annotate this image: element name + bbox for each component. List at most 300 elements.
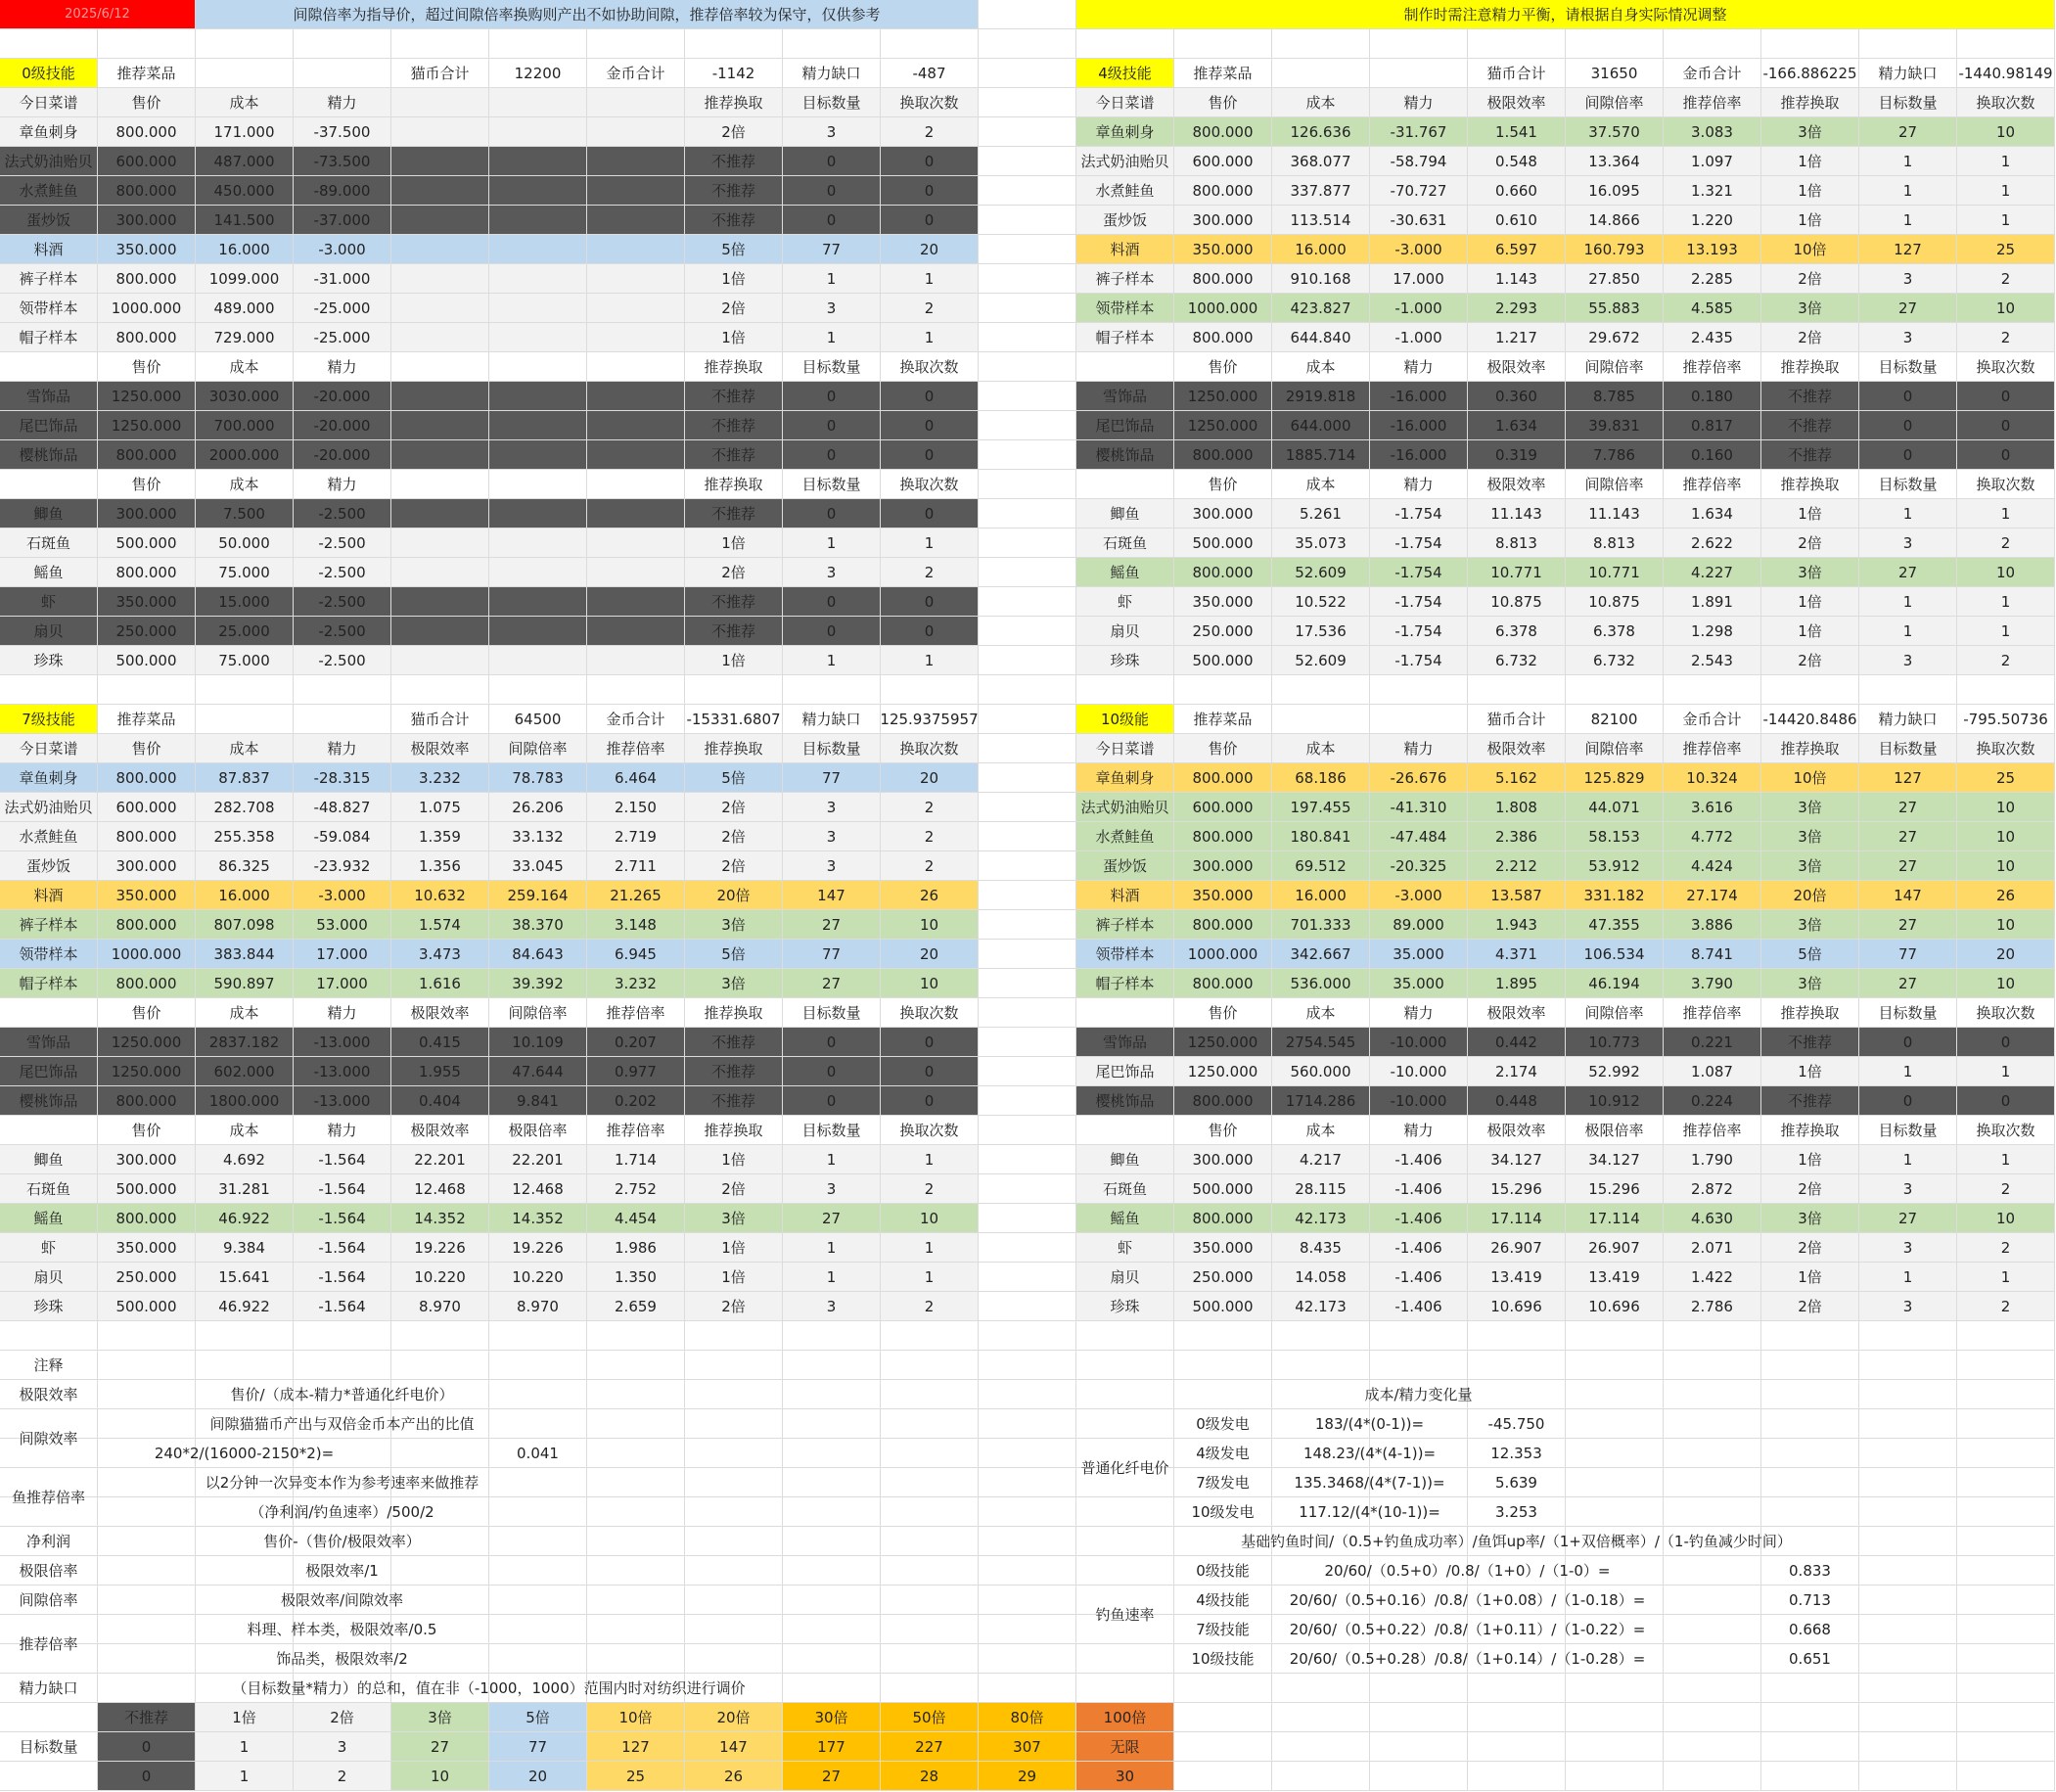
item-value[interactable]: 1.217	[1468, 323, 1566, 352]
energy-gap[interactable]: 125.9375957	[881, 705, 979, 734]
item-value[interactable]: 10.632	[391, 881, 489, 910]
grid-cell[interactable]	[196, 59, 294, 88]
item-value[interactable]: 2倍	[685, 1174, 783, 1204]
item-value[interactable]: 26	[881, 881, 979, 910]
notes-title[interactable]: 注释	[0, 1351, 98, 1380]
item-value[interactable]: -1.406	[1370, 1263, 1468, 1292]
column-header[interactable]: 推荐换取	[1761, 352, 1859, 382]
mult-count[interactable]: 2	[294, 1762, 391, 1791]
grid-cell[interactable]	[783, 1497, 881, 1527]
grid-cell[interactable]	[979, 1174, 1076, 1204]
grid-cell[interactable]	[1566, 1674, 1664, 1703]
item-value[interactable]: 2	[881, 1174, 979, 1204]
item-value[interactable]: 3倍	[1761, 558, 1859, 587]
grid-cell[interactable]	[783, 1439, 881, 1468]
column-header[interactable]	[1076, 1116, 1174, 1145]
grid-cell[interactable]	[1761, 1439, 1859, 1468]
power-name[interactable]: 4级发电	[1174, 1439, 1272, 1468]
item-value[interactable]: 0	[783, 617, 881, 646]
note-label[interactable]: 净利润	[0, 1527, 98, 1556]
item-value[interactable]: 1.634	[1664, 499, 1761, 528]
item-value[interactable]: 1714.286	[1272, 1086, 1370, 1116]
column-header[interactable]: 极限倍率	[489, 1116, 587, 1145]
item-value[interactable]: 68.186	[1272, 763, 1370, 793]
grid-cell[interactable]	[1272, 1732, 1370, 1762]
item-value[interactable]: 800.000	[98, 1204, 196, 1233]
grid-cell[interactable]	[685, 1556, 783, 1585]
item-value[interactable]: 1	[1957, 206, 2055, 235]
item-name[interactable]: 蛋炒饭	[1076, 851, 1174, 881]
cost-title[interactable]: 成本/精力变化量	[1174, 1380, 1664, 1409]
item-name[interactable]: 尾巴饰品	[0, 411, 98, 440]
item-value[interactable]: 10.773	[1566, 1028, 1664, 1057]
column-header[interactable]: 售价	[1174, 352, 1272, 382]
grid-cell[interactable]	[1370, 59, 1468, 88]
item-value[interactable]: 22.201	[489, 1145, 587, 1174]
item-value[interactable]: 4.424	[1664, 851, 1761, 881]
grid-cell[interactable]	[1664, 1439, 1761, 1468]
grid-cell[interactable]	[979, 528, 1076, 558]
item-name[interactable]: 料酒	[1076, 881, 1174, 910]
item-value[interactable]: 12.468	[391, 1174, 489, 1204]
item-name[interactable]: 领带样本	[0, 940, 98, 969]
column-header[interactable]: 成本	[1272, 1116, 1370, 1145]
item-value[interactable]: 1250.000	[1174, 1057, 1272, 1086]
item-value[interactable]: -3.000	[294, 235, 391, 264]
grid-cell[interactable]	[1761, 1409, 1859, 1439]
item-name[interactable]: 鲫鱼	[1076, 1145, 1174, 1174]
item-value[interactable]: 1250.000	[98, 1028, 196, 1057]
grid-cell[interactable]	[979, 1351, 1076, 1380]
item-value[interactable]: 800.000	[1174, 440, 1272, 470]
item-value[interactable]: 0.207	[587, 1028, 685, 1057]
item-value[interactable]: 2	[881, 822, 979, 851]
item-value[interactable]: 1	[881, 264, 979, 294]
item-value[interactable]: 1.634	[1468, 411, 1566, 440]
item-name[interactable]: 珍珠	[0, 1292, 98, 1321]
item-value[interactable]: 489.000	[196, 294, 294, 323]
item-value[interactable]: 0	[783, 440, 881, 470]
item-value[interactable]: 2倍	[685, 294, 783, 323]
item-value[interactable]: 17.114	[1566, 1204, 1664, 1233]
item-value[interactable]: 0.202	[587, 1086, 685, 1116]
item-name[interactable]: 裤子样本	[1076, 264, 1174, 294]
grid-cell[interactable]	[979, 763, 1076, 793]
item-value[interactable]	[489, 147, 587, 176]
item-value[interactable]: 0	[881, 147, 979, 176]
item-value[interactable]: 2.150	[587, 793, 685, 822]
grid-cell[interactable]	[1761, 1732, 1859, 1762]
column-header[interactable]: 今日菜谱	[1076, 88, 1174, 117]
item-value[interactable]: 1	[783, 646, 881, 675]
item-value[interactable]	[391, 440, 489, 470]
item-value[interactable]: 25	[1957, 763, 2055, 793]
item-value[interactable]: 15.296	[1566, 1174, 1664, 1204]
item-value[interactable]: 3	[783, 117, 881, 147]
item-value[interactable]: 3倍	[1761, 1204, 1859, 1233]
item-value[interactable]: 1	[1859, 499, 1957, 528]
item-value[interactable]: 1.356	[391, 851, 489, 881]
grid-cell[interactable]	[489, 29, 587, 59]
grid-cell[interactable]	[587, 1527, 685, 1556]
item-value[interactable]: 2754.545	[1272, 1028, 1370, 1057]
item-value[interactable]: 0.160	[1664, 440, 1761, 470]
item-value[interactable]: 4.630	[1664, 1204, 1761, 1233]
grid-cell[interactable]	[1174, 1321, 1272, 1351]
item-value[interactable]: 1倍	[1761, 147, 1859, 176]
mult-target[interactable]: 0	[98, 1732, 196, 1762]
item-value[interactable]: 1倍	[1761, 176, 1859, 206]
item-value[interactable]: 10	[881, 1204, 979, 1233]
column-header[interactable]: 换取次数	[881, 998, 979, 1028]
item-value[interactable]: 10.696	[1566, 1292, 1664, 1321]
grid-cell[interactable]	[685, 1439, 783, 1468]
column-header[interactable]: 极限效率	[1468, 470, 1566, 499]
grid-cell[interactable]	[1957, 1409, 2055, 1439]
item-value[interactable]: 39.392	[489, 969, 587, 998]
power-formula[interactable]: 135.3468/(4*(7-1))=	[1272, 1468, 1468, 1497]
item-value[interactable]: 500.000	[1174, 528, 1272, 558]
date-cell[interactable]: 2025/6/12	[0, 0, 196, 29]
grid-cell[interactable]	[1370, 1703, 1468, 1732]
grid-cell[interactable]	[587, 1321, 685, 1351]
mult-count[interactable]: 1	[196, 1762, 294, 1791]
item-value[interactable]	[587, 294, 685, 323]
item-value[interactable]: 35.073	[1272, 528, 1370, 558]
item-value[interactable]: 52.609	[1272, 558, 1370, 587]
item-value[interactable]: 2	[881, 1292, 979, 1321]
item-value[interactable]: -10.000	[1370, 1086, 1468, 1116]
item-value[interactable]: 300.000	[1174, 1145, 1272, 1174]
item-value[interactable]: 1.955	[391, 1057, 489, 1086]
item-value[interactable]: 3.148	[587, 910, 685, 940]
item-value[interactable]: -1.406	[1370, 1174, 1468, 1204]
item-value[interactable]	[489, 440, 587, 470]
item-value[interactable]: 0	[881, 617, 979, 646]
item-value[interactable]: 0	[1859, 382, 1957, 411]
item-value[interactable]	[391, 528, 489, 558]
item-value[interactable]: -1.564	[294, 1292, 391, 1321]
item-value[interactable]	[587, 617, 685, 646]
grid-cell[interactable]	[1272, 1674, 1370, 1703]
column-header[interactable]: 推荐倍率	[587, 998, 685, 1028]
recommend-label[interactable]: 推荐菜品	[1174, 705, 1272, 734]
grid-cell[interactable]	[1859, 29, 1957, 59]
column-header[interactable]: 目标数量	[1859, 470, 1957, 499]
grid-cell[interactable]	[979, 352, 1076, 382]
grid-cell[interactable]	[294, 29, 391, 59]
item-value[interactable]	[489, 587, 587, 617]
item-value[interactable]: 3	[1859, 323, 1957, 352]
note-line[interactable]: （目标数量*精力）的总和，值在非（-1000，1000）范围内时对纺织进行调价	[98, 1674, 881, 1703]
column-header[interactable]: 换取次数	[881, 470, 979, 499]
item-value[interactable]: 3	[783, 558, 881, 587]
fish-name[interactable]: 10级技能	[1174, 1644, 1272, 1674]
item-value[interactable]: 0.448	[1468, 1086, 1566, 1116]
grid-cell[interactable]	[881, 1321, 979, 1351]
grid-cell[interactable]	[1174, 675, 1272, 705]
item-value[interactable]: 34.127	[1468, 1145, 1566, 1174]
item-value[interactable]: 1倍	[685, 264, 783, 294]
item-value[interactable]: 0	[881, 176, 979, 206]
item-value[interactable]: 86.325	[196, 851, 294, 881]
grid-cell[interactable]	[1468, 675, 1566, 705]
item-name[interactable]: 章鱼刺身	[0, 763, 98, 793]
item-value[interactable]: 0	[783, 411, 881, 440]
item-value[interactable]: 16.000	[196, 235, 294, 264]
column-header[interactable]: 间隙倍率	[1566, 352, 1664, 382]
grid-cell[interactable]	[881, 1615, 979, 1644]
mult-target[interactable]: 307	[979, 1732, 1076, 1762]
column-header[interactable]: 精力	[1370, 734, 1468, 763]
grid-cell[interactable]	[685, 1380, 783, 1409]
item-value[interactable]: -1.564	[294, 1145, 391, 1174]
grid-cell[interactable]	[1957, 1585, 2055, 1615]
note-line[interactable]: 极限效率/间隙效率	[98, 1585, 587, 1615]
grid-cell[interactable]	[1664, 1497, 1761, 1527]
item-value[interactable]: 33.045	[489, 851, 587, 881]
item-value[interactable]: 2	[1957, 264, 2055, 294]
item-value[interactable]: 58.153	[1566, 822, 1664, 851]
grid-cell[interactable]	[1664, 1674, 1761, 1703]
gold-coin-sum[interactable]: -15331.6807	[685, 705, 783, 734]
grid-cell[interactable]	[196, 1351, 294, 1380]
grid-cell[interactable]	[1076, 1674, 1174, 1703]
grid-cell[interactable]	[1957, 1556, 2055, 1585]
column-header[interactable]: 目标数量	[783, 734, 881, 763]
mult-header[interactable]: 50倍	[881, 1703, 979, 1732]
grid-cell[interactable]	[294, 675, 391, 705]
skill-title[interactable]: 10级能	[1076, 705, 1174, 734]
item-value[interactable]: -73.500	[294, 147, 391, 176]
item-value[interactable]: -47.484	[1370, 822, 1468, 851]
item-name[interactable]: 扇贝	[1076, 617, 1174, 646]
column-header[interactable]	[391, 352, 489, 382]
item-value[interactable]: 87.837	[196, 763, 294, 793]
item-value[interactable]: 27.850	[1566, 264, 1664, 294]
item-value[interactable]: 1.790	[1664, 1145, 1761, 1174]
grid-cell[interactable]	[1566, 1409, 1664, 1439]
mult-header[interactable]: 1倍	[196, 1703, 294, 1732]
item-value[interactable]: -25.000	[294, 294, 391, 323]
grid-cell[interactable]	[1664, 1615, 1761, 1644]
item-value[interactable]: -16.000	[1370, 382, 1468, 411]
item-value[interactable]: 729.000	[196, 323, 294, 352]
item-value[interactable]: 不推荐	[1761, 440, 1859, 470]
item-value[interactable]: 5倍	[1761, 940, 1859, 969]
column-header[interactable]: 推荐换取	[685, 998, 783, 1028]
item-value[interactable]: 1	[1957, 617, 2055, 646]
grid-cell[interactable]	[1566, 29, 1664, 59]
item-value[interactable]: 20	[1957, 940, 2055, 969]
item-value[interactable]: 259.164	[489, 881, 587, 910]
item-value[interactable]: -13.000	[294, 1057, 391, 1086]
item-value[interactable]: 2	[1957, 646, 2055, 675]
item-name[interactable]: 蛋炒饭	[0, 206, 98, 235]
item-value[interactable]: 2837.182	[196, 1028, 294, 1057]
item-value[interactable]: 2	[881, 851, 979, 881]
item-value[interactable]: 800.000	[98, 117, 196, 147]
grid-cell[interactable]	[1566, 675, 1664, 705]
item-value[interactable]: 27.174	[1664, 881, 1761, 910]
item-value[interactable]: -3.000	[294, 881, 391, 910]
column-header[interactable]	[587, 88, 685, 117]
item-name[interactable]: 鳐鱼	[0, 1204, 98, 1233]
column-header[interactable]: 目标数量	[1859, 352, 1957, 382]
item-value[interactable]: 2倍	[1761, 264, 1859, 294]
item-value[interactable]: 10	[1957, 294, 2055, 323]
column-header[interactable]: 间隙倍率	[489, 734, 587, 763]
column-header[interactable]: 目标数量	[1859, 88, 1957, 117]
item-value[interactable]: 1000.000	[1174, 940, 1272, 969]
fish-name[interactable]: 4级技能	[1174, 1585, 1272, 1615]
grid-cell[interactable]	[979, 1321, 1076, 1351]
item-value[interactable]: 800.000	[98, 264, 196, 294]
item-name[interactable]: 帽子样本	[0, 969, 98, 998]
column-header[interactable]: 售价	[1174, 998, 1272, 1028]
item-value[interactable]: 800.000	[98, 440, 196, 470]
item-name[interactable]: 鲫鱼	[1076, 499, 1174, 528]
item-name[interactable]: 扇贝	[0, 1263, 98, 1292]
item-value[interactable]: 250.000	[1174, 617, 1272, 646]
item-value[interactable]: 2倍	[1761, 323, 1859, 352]
column-header[interactable]: 目标数量	[783, 1116, 881, 1145]
grid-cell[interactable]	[783, 29, 881, 59]
item-value[interactable]: 1.087	[1664, 1057, 1761, 1086]
item-value[interactable]: 800.000	[1174, 176, 1272, 206]
grid-cell[interactable]	[979, 969, 1076, 998]
item-value[interactable]: 3.232	[587, 969, 685, 998]
target-label[interactable]: 目标数量	[0, 1703, 98, 1791]
item-value[interactable]: 800.000	[1174, 264, 1272, 294]
item-value[interactable]: 0.817	[1664, 411, 1761, 440]
item-value[interactable]: -13.000	[294, 1086, 391, 1116]
column-header[interactable]: 推荐换取	[685, 88, 783, 117]
item-value[interactable]	[489, 235, 587, 264]
item-value[interactable]	[391, 411, 489, 440]
grid-cell[interactable]	[1076, 675, 1174, 705]
column-header[interactable]: 间隙倍率	[1566, 734, 1664, 763]
grid-cell[interactable]	[783, 1527, 881, 1556]
item-value[interactable]: 1	[1859, 147, 1957, 176]
item-value[interactable]: 6.732	[1468, 646, 1566, 675]
column-header[interactable]: 今日菜谱	[1076, 734, 1174, 763]
mult-count[interactable]: 20	[489, 1762, 587, 1791]
item-value[interactable]: 1	[1957, 176, 2055, 206]
item-value[interactable]: -2.500	[294, 558, 391, 587]
grid-cell[interactable]	[1761, 1762, 1859, 1791]
item-value[interactable]: -20.000	[294, 411, 391, 440]
item-value[interactable]: 42.173	[1272, 1292, 1370, 1321]
item-value[interactable]: -37.000	[294, 206, 391, 235]
grid-cell[interactable]	[1859, 1644, 1957, 1674]
item-value[interactable]: 2.174	[1468, 1057, 1566, 1086]
grid-cell[interactable]	[1566, 1703, 1664, 1732]
item-value[interactable]: 4.227	[1664, 558, 1761, 587]
power-name[interactable]: 0级发电	[1174, 1409, 1272, 1439]
item-name[interactable]: 虾	[1076, 587, 1174, 617]
column-header[interactable]	[391, 470, 489, 499]
item-value[interactable]: 15.296	[1468, 1174, 1566, 1204]
grid-cell[interactable]	[391, 675, 489, 705]
item-value[interactable]: -1.000	[1370, 294, 1468, 323]
grid-cell[interactable]	[1566, 1351, 1664, 1380]
grid-cell[interactable]	[1761, 1468, 1859, 1497]
item-value[interactable]	[489, 499, 587, 528]
column-header[interactable]: 目标数量	[783, 352, 881, 382]
grid-cell[interactable]	[1566, 1468, 1664, 1497]
grid-cell[interactable]	[1272, 1351, 1370, 1380]
column-header[interactable]: 推荐换取	[685, 352, 783, 382]
item-value[interactable]: -16.000	[1370, 411, 1468, 440]
item-value[interactable]: 27	[1859, 1204, 1957, 1233]
item-value[interactable]: 2倍	[1761, 1233, 1859, 1263]
item-value[interactable]: -3.000	[1370, 235, 1468, 264]
item-value[interactable]: 1	[783, 1263, 881, 1292]
item-value[interactable]: 1	[1859, 617, 1957, 646]
grid-cell[interactable]	[587, 675, 685, 705]
item-value[interactable]: 800.000	[98, 558, 196, 587]
item-value[interactable]: -1.754	[1370, 617, 1468, 646]
item-value[interactable]: 1.143	[1468, 264, 1566, 294]
grid-cell[interactable]	[1664, 1468, 1761, 1497]
grid-cell[interactable]	[98, 29, 196, 59]
grid-cell[interactable]	[1468, 1732, 1566, 1762]
recommend-label[interactable]: 推荐菜品	[98, 59, 196, 88]
grid-cell[interactable]	[1468, 1321, 1566, 1351]
grid-cell[interactable]	[783, 1585, 881, 1615]
item-value[interactable]: 1.808	[1468, 793, 1566, 822]
grid-cell[interactable]	[1859, 1527, 1957, 1556]
fish-value[interactable]: 0.713	[1761, 1585, 1859, 1615]
gold-coin-sum[interactable]: -14420.8486	[1761, 705, 1859, 734]
column-header[interactable]: 推荐倍率	[1664, 88, 1761, 117]
item-value[interactable]: -26.676	[1370, 763, 1468, 793]
item-value[interactable]: 3倍	[685, 1204, 783, 1233]
fish-formula-row[interactable]: 20/60/（0.5+0.22）/0.8/（1+0.11）/（1-0.22）=	[1272, 1615, 1664, 1644]
item-value[interactable]	[489, 617, 587, 646]
mult-count[interactable]: 28	[881, 1762, 979, 1791]
item-value[interactable]	[391, 117, 489, 147]
item-value[interactable]: 13.587	[1468, 881, 1566, 910]
item-value[interactable]: 1099.000	[196, 264, 294, 294]
item-value[interactable]: 0	[881, 1028, 979, 1057]
power-value[interactable]: 12.353	[1468, 1439, 1566, 1468]
item-value[interactable]: 3	[783, 294, 881, 323]
item-name[interactable]: 樱桃饰品	[1076, 440, 1174, 470]
item-value[interactable]: 3	[1859, 1233, 1957, 1263]
item-value[interactable]: 1000.000	[98, 940, 196, 969]
item-value[interactable]: 4.585	[1664, 294, 1761, 323]
skill-title[interactable]: 4级技能	[1076, 59, 1174, 88]
item-value[interactable]: 350.000	[98, 587, 196, 617]
item-value[interactable]: 31.281	[196, 1174, 294, 1204]
note-line[interactable]: 料理、样本类，极限效率/0.5	[98, 1615, 587, 1644]
item-value[interactable]	[391, 558, 489, 587]
recommend-label[interactable]: 推荐菜品	[98, 705, 196, 734]
grid-cell[interactable]	[979, 382, 1076, 411]
item-value[interactable]: 0	[783, 587, 881, 617]
item-value[interactable]: -23.932	[294, 851, 391, 881]
cat-coin-sum[interactable]: 12200	[489, 59, 587, 88]
item-value[interactable]: 77	[783, 763, 881, 793]
note-label[interactable]: 极限倍率	[0, 1556, 98, 1585]
grid-cell[interactable]	[1468, 29, 1566, 59]
grid-cell[interactable]	[783, 1468, 881, 1497]
item-value[interactable]: 10	[1957, 969, 2055, 998]
item-value[interactable]: 2.435	[1664, 323, 1761, 352]
item-value[interactable]: 37.570	[1566, 117, 1664, 147]
